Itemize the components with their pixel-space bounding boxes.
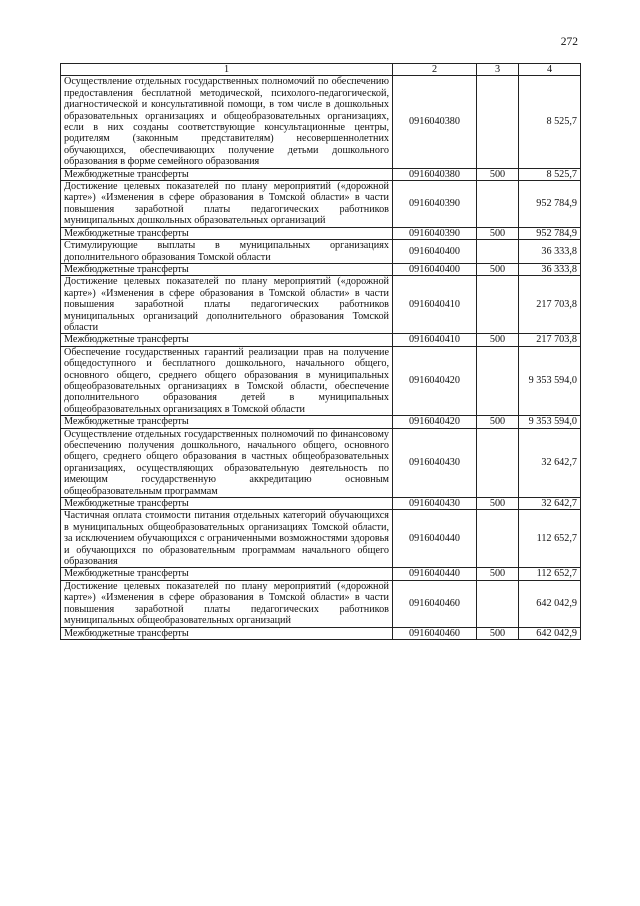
row-expense-type (477, 76, 519, 168)
row-sum: 32 642,7 (519, 498, 581, 510)
row-code: 0916040440 (393, 510, 477, 568)
table-row (61, 76, 581, 168)
row-code: 0916040380 (393, 168, 477, 180)
row-name: Достижение целевых показателей по плану мероприятий («дорожной карте») «Изменения в сфере образования в Томской области» в части повышения заработной платы педагогических работников муниципальных общеобразовательных организаций (61, 580, 393, 627)
table-row (61, 168, 581, 180)
row-sum: 36 333,8 (519, 263, 581, 275)
row-expense-type: 500 (477, 627, 519, 639)
row-code: 0916040390 (393, 181, 477, 228)
row-expense-type: 500 (477, 168, 519, 180)
table-row (61, 181, 581, 228)
table-row (61, 627, 581, 639)
row-expense-type (477, 510, 519, 568)
row-code: 0916040410 (393, 334, 477, 346)
row-name: Межбюджетные трансферты (61, 263, 393, 275)
table-row (61, 276, 581, 334)
row-name: Достижение целевых показателей по плану мероприятий («дорожной карте») «Изменения в сфере образования в Томской области» в части повышения заработной платы педагогических работников муниципальных организаций дополнительного образования Томской области (61, 276, 393, 334)
row-expense-type (477, 276, 519, 334)
table-row (61, 346, 581, 415)
table-row (61, 416, 581, 428)
row-expense-type: 500 (477, 334, 519, 346)
row-name: Стимулирующие выплаты в муниципальных организациях дополнительного образования Томской области (61, 240, 393, 264)
row-code: 0916040460 (393, 627, 477, 639)
row-name: Обеспечение государственных гарантий реализации прав на получение общедоступного и бесплатного дошкольного, начального общего, основного общего, среднего общего образования в муниципальных общеобразовательных организациях в Томской области, обеспечение дополнительного образования детей в муниципальных общеобразовательных организациях в Томской области (61, 346, 393, 415)
row-expense-type: 500 (477, 498, 519, 510)
row-expense-type (477, 580, 519, 627)
row-sum: 9 353 594,0 (519, 416, 581, 428)
row-name: Межбюджетные трансферты (61, 227, 393, 239)
table-header-row (61, 64, 581, 76)
row-code: 0916040410 (393, 276, 477, 334)
row-expense-type (477, 346, 519, 415)
column-header-expense-type: 3 (477, 64, 519, 76)
row-name: Межбюджетные трансферты (61, 168, 393, 180)
column-header-name: 1 (61, 64, 393, 76)
row-code: 0916040400 (393, 263, 477, 275)
row-sum: 9 353 594,0 (519, 346, 581, 415)
row-name: Межбюджетные трансферты (61, 334, 393, 346)
row-expense-type (477, 240, 519, 264)
row-sum: 217 703,8 (519, 276, 581, 334)
table-row (61, 227, 581, 239)
row-name: Частичная оплата стоимости питания отдельных категорий обучающихся в муниципальных общеобразовательных организациях Томской области, за исключением обучающихся с ограниченными возможностями здоровья и обучающихся по образовательным программам начального общего образования (61, 510, 393, 568)
table-row (61, 428, 581, 497)
row-name: Межбюджетные трансферты (61, 498, 393, 510)
row-sum: 642 042,9 (519, 580, 581, 627)
row-expense-type: 500 (477, 227, 519, 239)
row-code: 0916040440 (393, 568, 477, 580)
page-number: 272 (560, 36, 578, 48)
table-row (61, 263, 581, 275)
row-code: 0916040430 (393, 498, 477, 510)
table-row (61, 498, 581, 510)
row-sum: 32 642,7 (519, 428, 581, 497)
column-header-code: 2 (393, 64, 477, 76)
row-code: 0916040390 (393, 227, 477, 239)
row-name: Межбюджетные трансферты (61, 568, 393, 580)
row-code: 0916040420 (393, 416, 477, 428)
row-name: Осуществление отдельных государственных полномочий по обеспечению предоставления бесплатной методической, психолого-педагогической, диагностической и консультативной помощи, в том числе в дошкольных образовательных организациях и общеобразовательных организациях, если в них созданы соответствующие консультационные центры, родителям (законным представителям) несовершеннолетних обучающихся, обеспечивающих получение детьми дошкольного образования в форме семейного образования (61, 76, 393, 168)
table-row (61, 334, 581, 346)
row-sum: 36 333,8 (519, 240, 581, 264)
row-name: Достижение целевых показателей по плану мероприятий («дорожной карте») «Изменения в сфере образования в Томской области» в части повышения заработной платы педагогических работников муниципальных дошкольных образовательных организаций (61, 181, 393, 228)
row-sum: 642 042,9 (519, 627, 581, 639)
table-row (61, 580, 581, 627)
table-row (61, 568, 581, 580)
row-expense-type: 500 (477, 416, 519, 428)
row-sum: 8 525,7 (519, 168, 581, 180)
row-name: Межбюджетные трансферты (61, 416, 393, 428)
row-name: Межбюджетные трансферты (61, 627, 393, 639)
row-expense-type: 500 (477, 568, 519, 580)
row-expense-type (477, 181, 519, 228)
row-code: 0916040460 (393, 580, 477, 627)
table-row (61, 240, 581, 264)
row-sum: 217 703,8 (519, 334, 581, 346)
row-code: 0916040380 (393, 76, 477, 168)
row-name: Осуществление отдельных государственных полномочий по финансовому обеспечению получения дошкольного, начального общего, основного общего, среднего общего образования в частных общеобразовательных организациях, осуществляющих образовательную деятельность по имеющим государственную аккредитацию основным общеобразовательным программам (61, 428, 393, 497)
row-sum: 8 525,7 (519, 76, 581, 168)
row-code: 0916040430 (393, 428, 477, 497)
row-code: 0916040400 (393, 240, 477, 264)
row-sum: 952 784,9 (519, 181, 581, 228)
budget-table (60, 63, 581, 640)
table-row (61, 510, 581, 568)
column-header-sum: 4 (519, 64, 581, 76)
row-code: 0916040420 (393, 346, 477, 415)
row-sum: 112 652,7 (519, 568, 581, 580)
row-expense-type (477, 428, 519, 497)
row-sum: 112 652,7 (519, 510, 581, 568)
row-sum: 952 784,9 (519, 227, 581, 239)
row-expense-type: 500 (477, 263, 519, 275)
